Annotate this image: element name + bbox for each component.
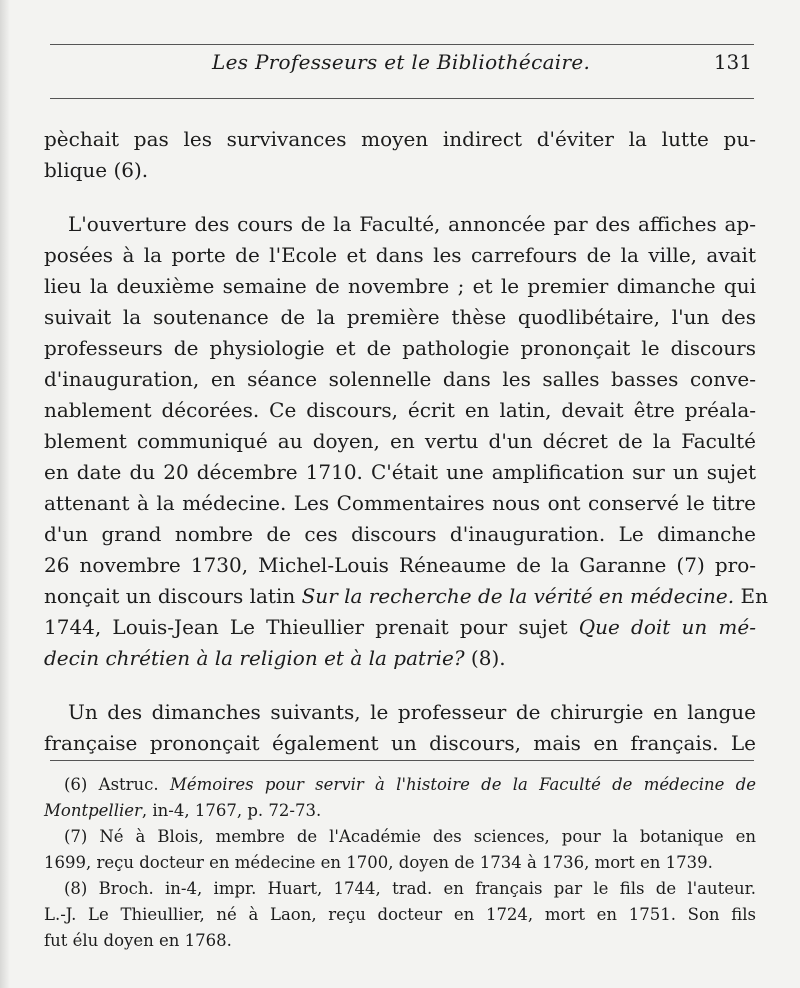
text-line: en date du 20 décembre 1710. C'était une amplification sur un sujet <box>44 460 756 484</box>
page-binding-shadow <box>0 0 10 988</box>
text-line: d'inauguration, en séance solennelle dans les salles basses conve- <box>44 367 756 391</box>
text-line: nonçait un discours latin Sur la recherche de la vérité en médecine. En <box>44 584 768 608</box>
text-line: nablement décorées. Ce discours, écrit en latin, devait être préala- <box>44 398 756 422</box>
text-line: 1744, Louis-Jean Le Thieullier prenait pour sujet Que doit un mé- <box>44 615 756 639</box>
footnote-line: fut élu doyen en 1768. <box>44 931 232 950</box>
text-line: L'ouverture des cours de la Faculté, annoncée par des affiches ap- <box>68 212 756 236</box>
footnote-line: 1699, reçu docteur en médecine en 1700, doyen de 1734 à 1736, mort en 1739. <box>44 853 713 872</box>
page-number: 131 <box>713 50 752 74</box>
text-line: blement communiqué au doyen, en vertu d'un décret de la Faculté <box>44 429 756 453</box>
body-text <box>44 124 768 759</box>
text-line: suivait la soutenance de la première thèse quodlibétaire, l'un des <box>44 305 756 329</box>
text-line: française prononçait également un discours, mais en français. Le <box>44 731 756 755</box>
footnote-line: Montpellier, in-4, 1767, p. 72-73. <box>44 801 322 820</box>
header-top-rule <box>50 44 754 45</box>
text-line: decin chrétien à la religion et à la patrie? (8). <box>44 646 506 670</box>
text-line: Un des dimanches suivants, le professeur de chirurgie en langue <box>68 700 756 724</box>
text-line: attenant à la médecine. Les Commentaires nous ont conservé le titre <box>44 491 756 515</box>
text-line: lieu la deuxième semaine de novembre ; et le premier dimanche qui <box>44 274 756 298</box>
italic-title: Que doit un mé- <box>578 615 756 639</box>
text-line: professeurs de physiologie et de pathologie prononçait le discours <box>44 336 756 360</box>
footnote-line: L.-J. Le Thieullier, né à Laon, reçu docteur en 1724, mort en 1751. Son fils <box>44 905 756 924</box>
italic-title: Sur la recherche de la vérité en médecine. <box>301 584 735 608</box>
footnote-line: (6) Astruc. Mémoires pour servir à l'histoire de la Faculté de médecine de <box>64 775 756 794</box>
text-line: 26 novembre 1730, Michel-Louis Réneaume de la Garanne (7) pro- <box>44 553 756 577</box>
text-line: d'un grand nombre de ces discours d'inauguration. Le dimanche <box>44 522 756 546</box>
running-head <box>50 50 754 82</box>
footnotes <box>44 772 756 954</box>
footnote-rule <box>50 760 754 761</box>
text-line: pèchait pas les survivances moyen indirect d'éviter la lutte pu- <box>44 127 756 151</box>
footnote-line: (7) Né à Blois, membre de l'Académie des sciences, pour la botanique en <box>64 827 756 846</box>
text-line: posées à la porte de l'Ecole et dans les carrefours de la ville, avait <box>44 243 756 267</box>
running-title: Les Professeurs et le Bibliothécaire. <box>212 50 591 74</box>
text-line: blique (6). <box>44 158 149 182</box>
header-bottom-rule <box>50 98 754 99</box>
italic-title: decin chrétien à la religion et à la patrie? <box>44 646 465 670</box>
footnote-line: (8) Broch. in-4, impr. Huart, 1744, trad. en français par le fils de l'auteur. <box>64 879 756 898</box>
